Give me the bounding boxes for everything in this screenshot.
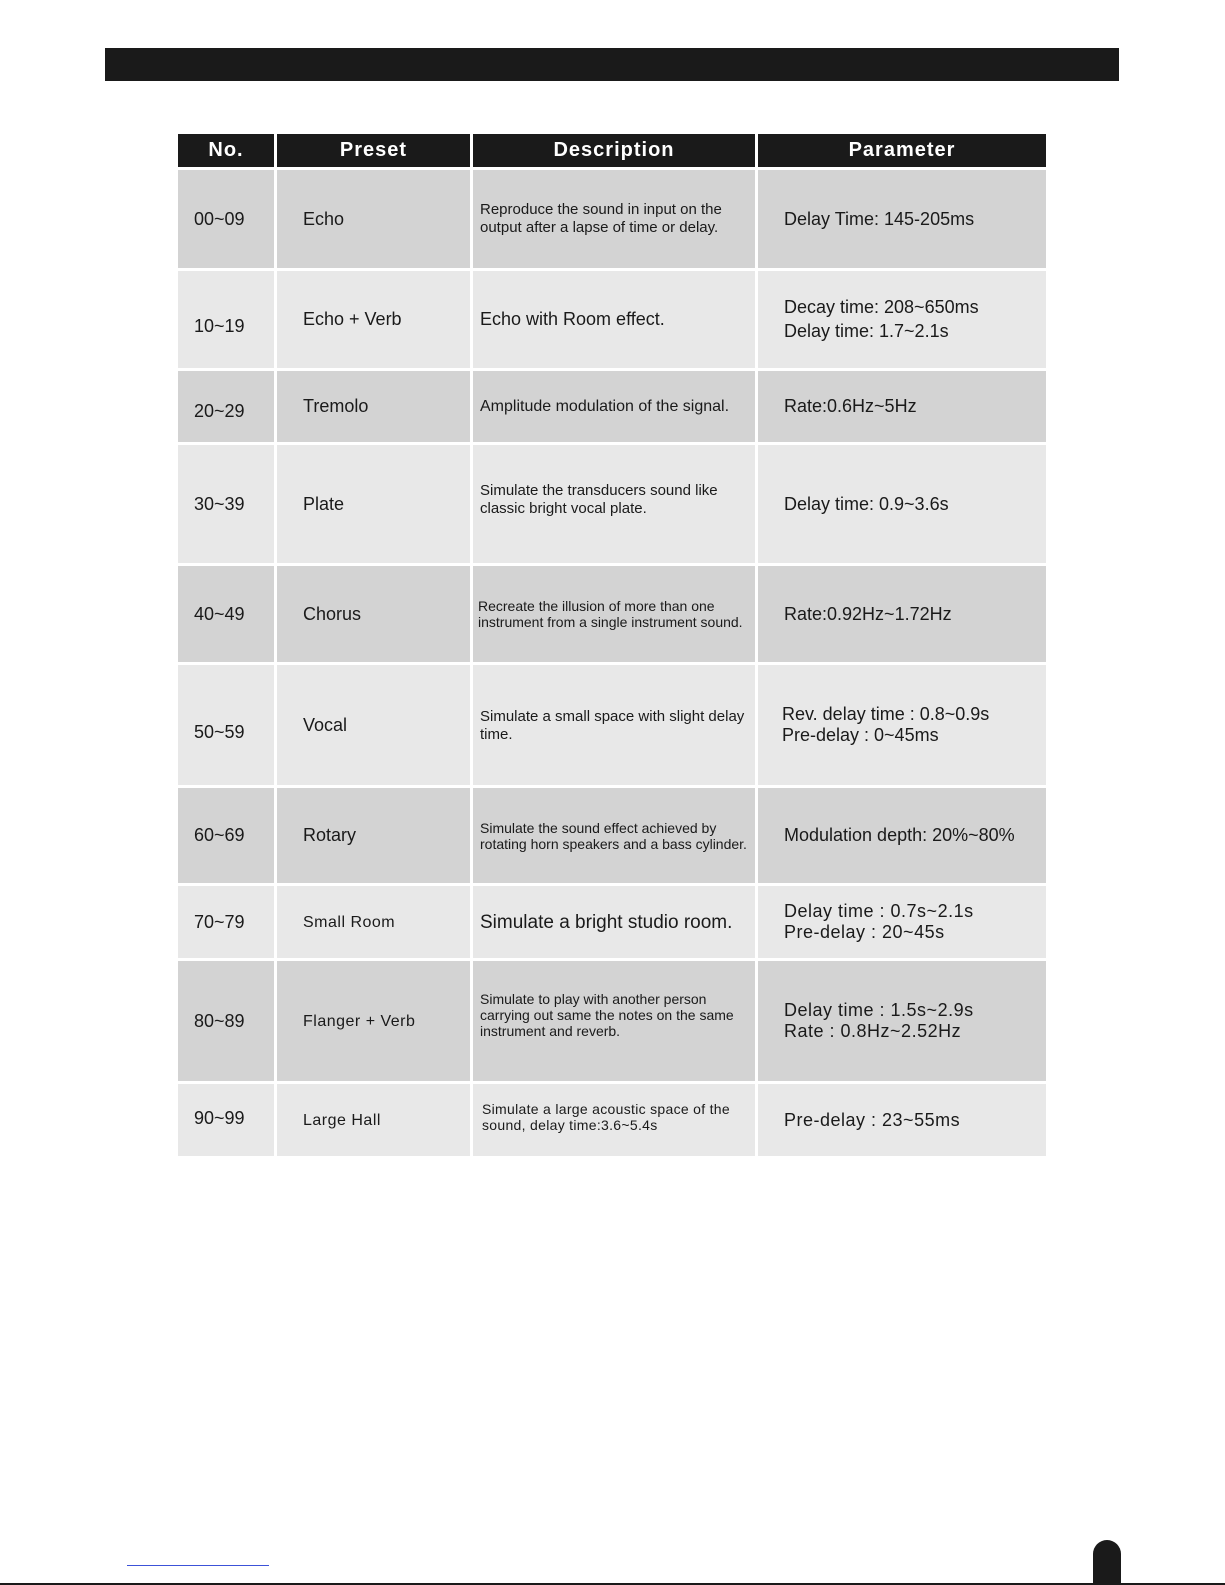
parameter-line: Modulation depth: 20%~80% <box>784 825 1015 845</box>
cell-parameter <box>758 170 1046 268</box>
cell-parameter <box>758 665 1046 785</box>
parameter-line: Rate:0.6Hz~5Hz <box>784 396 917 416</box>
header-preset: Preset <box>277 134 470 167</box>
cell-parameter <box>758 961 1046 1081</box>
cell-description: Simulate the transducers sound like classic bright vocal plate. <box>473 445 755 563</box>
parameter-line: Delay time : 0.7s~2.1s <box>784 901 974 921</box>
cell-preset: Large Hall <box>277 1084 470 1156</box>
table-row <box>178 788 1046 883</box>
table-row <box>178 371 1046 442</box>
cell-parameter <box>758 445 1046 563</box>
parameter-line: Rate : 0.8Hz~2.52Hz <box>784 1021 962 1041</box>
parameter-line: Delay time : 1.5s~2.9s <box>784 1000 974 1020</box>
cell-no: 80~89 <box>178 961 274 1081</box>
cell-preset: Rotary <box>277 788 470 883</box>
cell-description: Simulate to play with another person carrying out same the notes on the same instrument and reverb. <box>473 961 755 1081</box>
table-row <box>178 445 1046 563</box>
table-row <box>178 961 1046 1081</box>
header-bar <box>105 48 1119 81</box>
cell-preset: Echo + Verb <box>277 271 470 368</box>
cell-preset: Tremolo <box>277 371 470 442</box>
cell-no: 90~99 <box>178 1084 274 1156</box>
cell-parameter <box>758 886 1046 958</box>
cell-preset: Echo <box>277 170 470 268</box>
header-parameter: Parameter <box>758 134 1046 167</box>
cell-preset: Chorus <box>277 566 470 662</box>
cell-parameter <box>758 1084 1046 1156</box>
cell-no: 20~29 <box>178 371 274 442</box>
table-row <box>178 170 1046 268</box>
cell-description: Simulate a large acoustic space of the sound, delay time:3.6~5.4s <box>473 1084 755 1156</box>
parameter-line: Pre-delay : 20~45s <box>784 922 945 942</box>
table-row <box>178 271 1046 368</box>
table-row <box>178 566 1046 662</box>
cell-no: 50~59 <box>178 665 274 785</box>
header-no: No. <box>178 134 274 167</box>
parameter-line: Rev. delay time : 0.8~0.9s <box>782 704 990 724</box>
preset-table <box>178 134 1046 1156</box>
cell-preset: Vocal <box>277 665 470 785</box>
cell-parameter <box>758 788 1046 883</box>
cell-parameter <box>758 566 1046 662</box>
table-header <box>178 134 1046 167</box>
table-row <box>178 886 1046 958</box>
cell-description: Simulate the sound effect achieved by rotating horn speakers and a bass cylinder. <box>473 788 755 883</box>
footer-underline <box>127 1565 269 1566</box>
cell-description: Reproduce the sound in input on the output after a lapse of time or delay. <box>473 170 755 268</box>
parameter-line: Rate:0.92Hz~1.72Hz <box>784 603 952 624</box>
cell-parameter <box>758 371 1046 442</box>
parameter-line: Delay time: 0.9~3.6s <box>784 493 949 514</box>
table-row <box>178 665 1046 785</box>
parameter-line: Pre-delay : 0~45ms <box>782 725 939 745</box>
parameter-line: Pre-delay : 23~55ms <box>784 1109 961 1130</box>
cell-description: Echo with Room effect. <box>473 271 755 368</box>
table-row <box>178 1084 1046 1156</box>
cell-preset: Plate <box>277 445 470 563</box>
cell-parameter <box>758 271 1046 368</box>
cell-no: 40~49 <box>178 566 274 662</box>
page-tab-marker <box>1093 1540 1121 1585</box>
parameter-line: Delay time: 1.7~2.1s <box>784 321 949 341</box>
cell-description: Recreate the illusion of more than one instrument from a single instrument sound. <box>473 566 755 662</box>
parameter-line: Delay Time: 145-205ms <box>784 208 975 229</box>
cell-no: 10~19 <box>178 271 274 368</box>
cell-description: Simulate a bright studio room. <box>473 886 755 958</box>
cell-no: 30~39 <box>178 445 274 563</box>
cell-description: Amplitude modulation of the signal. <box>473 371 755 442</box>
cell-no: 70~79 <box>178 886 274 958</box>
cell-preset: Flanger + Verb <box>277 961 470 1081</box>
cell-description: Simulate a small space with slight delay time. <box>473 665 755 785</box>
cell-no: 60~69 <box>178 788 274 883</box>
header-description: Description <box>473 134 755 167</box>
parameter-line: Decay time: 208~650ms <box>784 297 979 317</box>
cell-no: 00~09 <box>178 170 274 268</box>
cell-preset: Small Room <box>277 886 470 958</box>
